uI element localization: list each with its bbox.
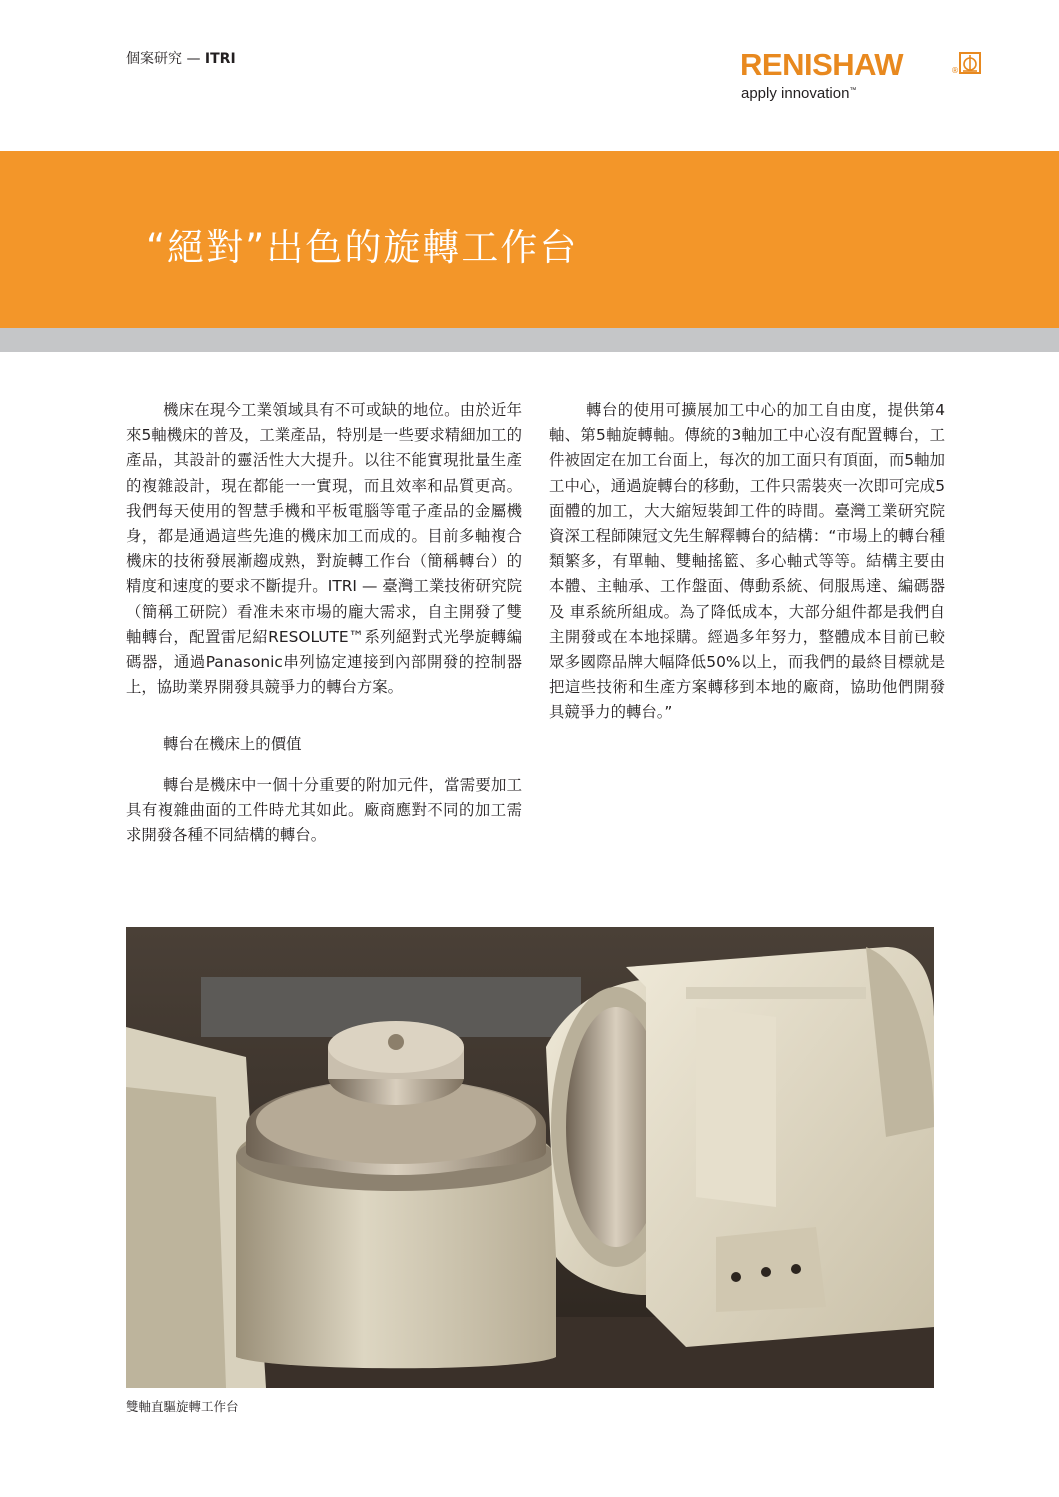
logo-tagline [741,85,856,102]
page-title: “絕對”出色的旋轉工作台 [146,226,579,269]
trademark-mark: ™ [849,87,857,94]
value-paragraph: 轉台是機床中一個十分重要的附加元件，當需要加工具有複雜曲面的工件時尤其如此。廠商應對不同的加工需求開發各種不同結構的轉台。 [126,775,522,845]
company-name: ITRI [204,51,236,67]
intro-paragraph: 機床在現今工業領域具有不可或缺的地位。由於近年來5軸機床的普及，工業產品，特別是一些要求精細加工的產品，其設計的靈活性大大提升。以往不能實現批量生產的複雜設計，現在都能一一實現，而且效率和品質更高。我們每天使用的智慧手機和平板電腦等電子產品的金屬機身，都是通過這些先進的機床加工而成的。目前多軸複合機床的技術發展漸趨成熟，對旋轉工作台（簡稱轉台）的精度和速度的要求不斷提升。ITRI — 臺灣工業技術研究院（簡稱工研院）看准未來市場的龐大需求，自主開發了雙軸轉台，配置雷尼紹RESOLUTE™系列絕對式光學旋轉編碼器，通過Panasonic串列協定連接到內部開發的控制器上，協助業界開發具競爭力的轉台方案。 [126,401,522,697]
case-study-label: 個案研究 — [126,51,201,67]
rotary-table-paragraph: 轉台的使用可擴展加工中心的加工自由度，提供第4軸、第5軸旋轉軸。傳統的3軸加工中心沒有配置轉台，工件被固定在加工台面上，每次的加工面只有頂面，而5軸加工中心，通過旋轉台的移動，工件只需裝夾一次即可完成5面體的加工，大大縮短裝卸工件的時間。臺灣工業研究院資深工程師陳冠文先生解釋轉台的結構：“市場上的轉台種類繁多，有單軸、雙軸搖籃、多心軸式等等。結構主要由本體、主軸承、工作盤面、傳動系統、伺服馬達、編碼器及 車系統所組成。為了降低成本，大部分組件都是我們自主開發或在本地採購。經過多年努力，整體成本目前已較眾多國際品牌大幅降低50%以上，而我們的最終目標就是把這些技術和生產方案轉移到本地的廠商，協助他們開發具競爭力的轉台。” [549,401,945,722]
tagline-text: apply innovation [741,85,850,102]
figure-caption: 雙軸直驅旋轉工作台 [126,1399,239,1414]
rotary-table-photo [126,927,934,1388]
section-subheading: 轉台在機床上的價值 [162,735,302,754]
logo-wordmark: RENISHAW [740,47,904,82]
document-type-label [126,48,236,68]
divider-strip [0,328,1059,352]
renishaw-symbol-icon [959,52,981,74]
left-column [126,398,522,848]
photo-illustration [126,927,934,1388]
title-banner [0,151,1059,328]
renishaw-logo[interactable] [740,48,990,108]
registered-mark: ® [951,66,959,75]
right-column [549,398,945,726]
